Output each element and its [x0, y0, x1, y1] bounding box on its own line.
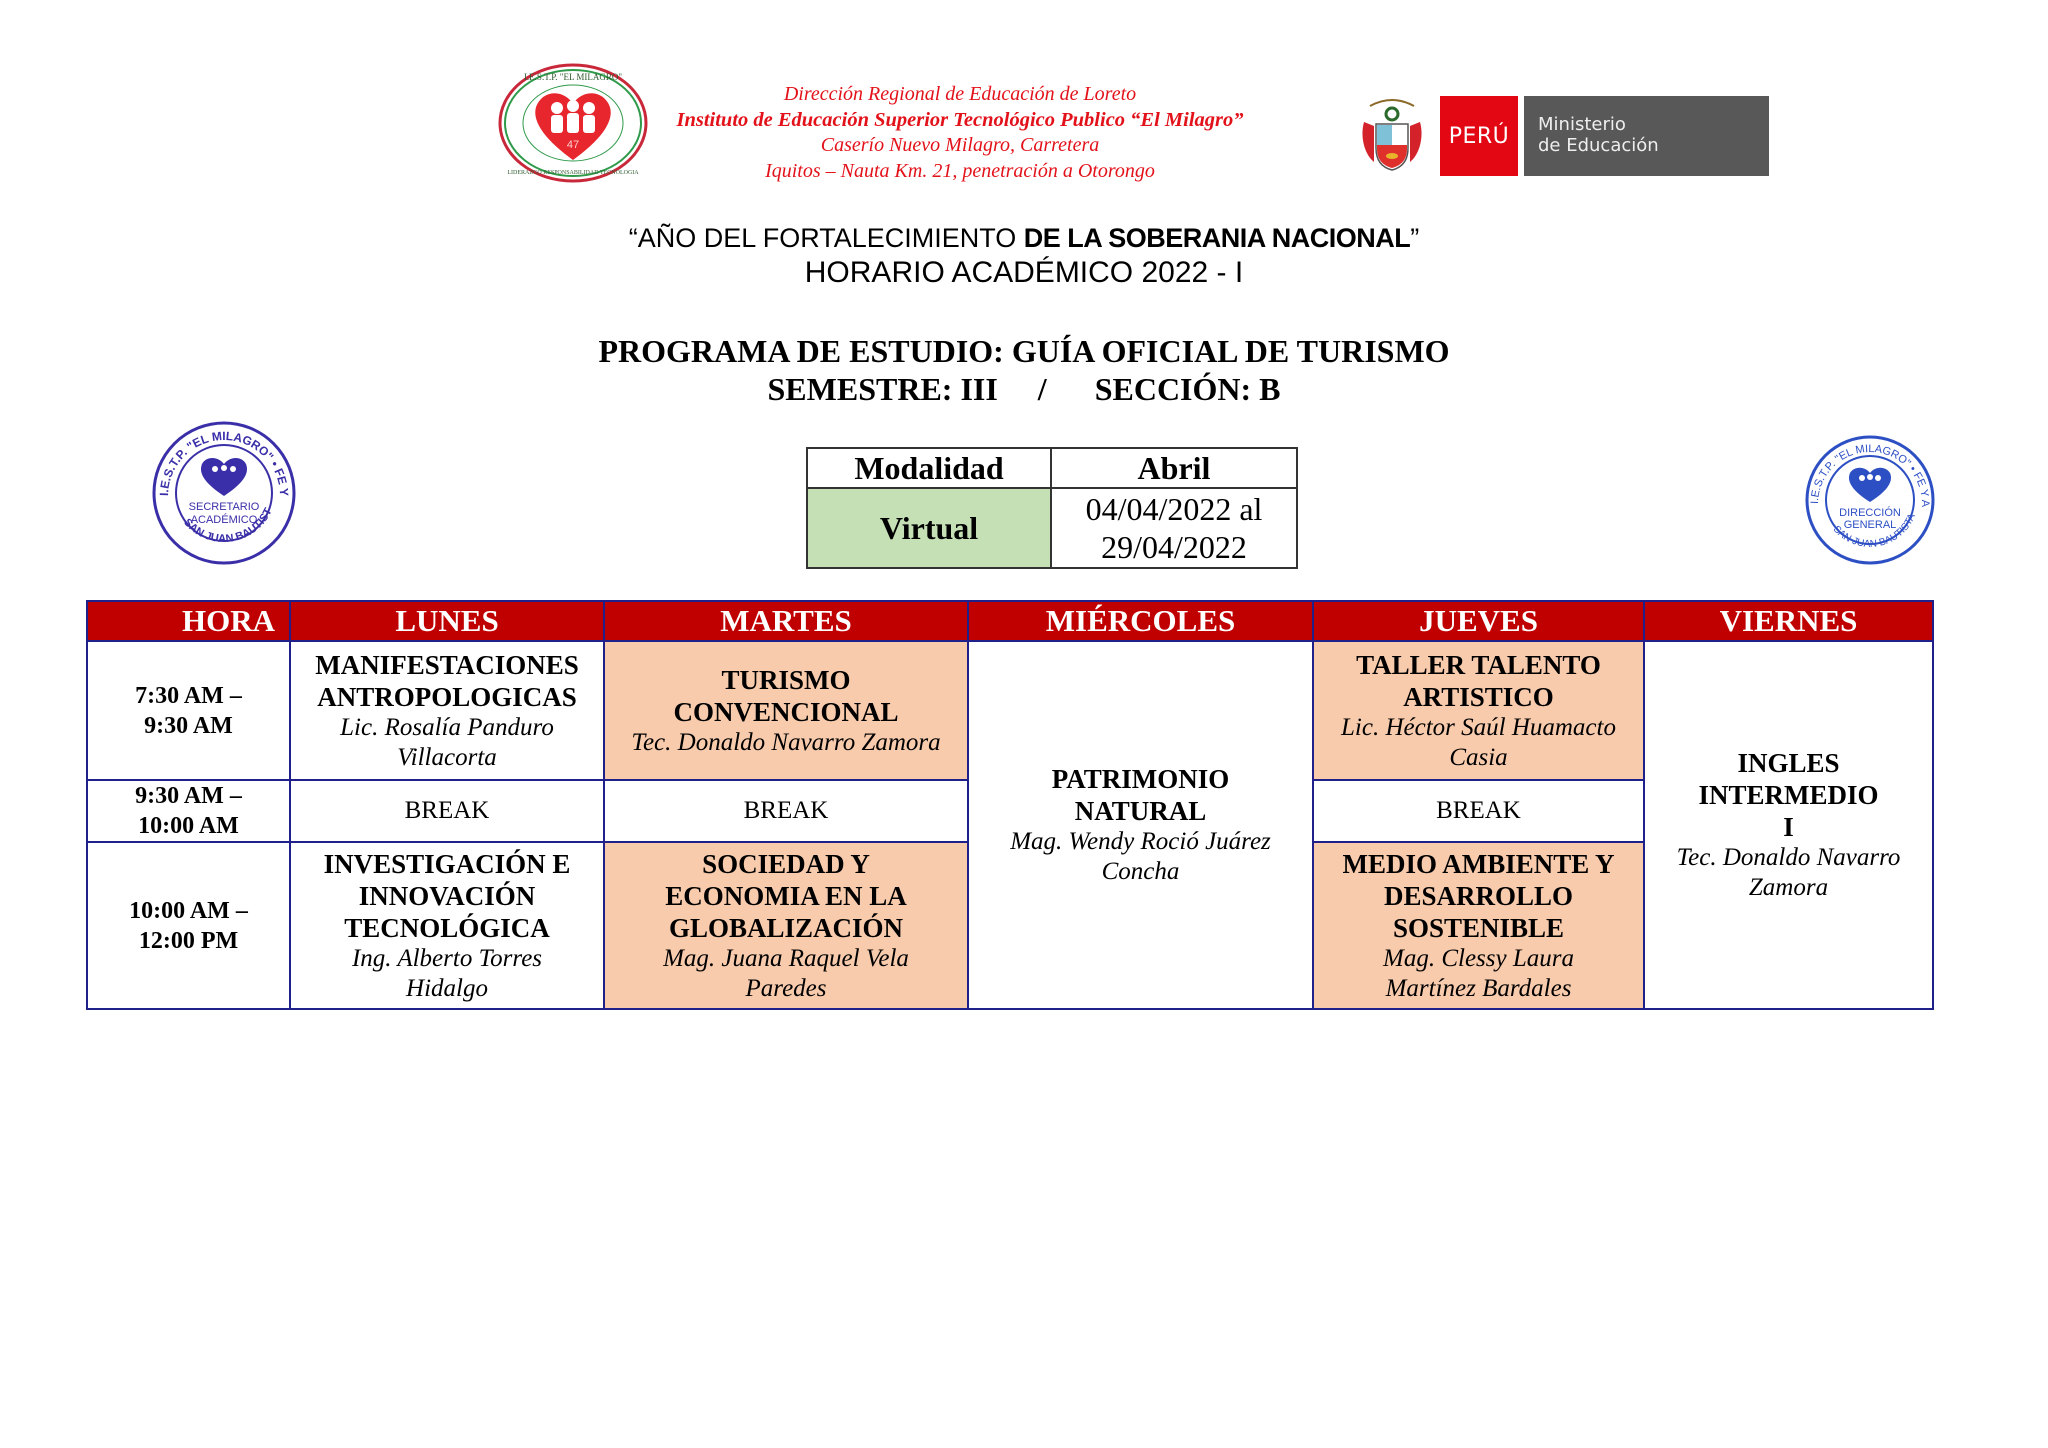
svg-text:I.E.S.T.P. "EL MILAGRO": I.E.S.T.P. "EL MILAGRO"	[523, 72, 623, 82]
course-name: MEDIO AMBIENTE Y DESARROLLO SOSTENIBLE	[1342, 848, 1615, 943]
schedule-table	[86, 600, 1934, 1010]
schedule-header-row	[87, 601, 1933, 641]
month-header: Abril	[1051, 448, 1297, 488]
minedu-ministry-label	[1524, 96, 1769, 176]
teacher-name: Lic. Rosalía Panduro Villacorta	[340, 713, 554, 771]
institute-logo	[497, 62, 649, 184]
motto-close-quote: ”	[1410, 223, 1420, 253]
svg-text:GENERAL: GENERAL	[1843, 519, 1897, 531]
time-start: 7:30 AM –	[135, 682, 242, 709]
institution-header	[650, 82, 1270, 184]
column-header-martes: MARTES	[604, 601, 968, 641]
course-name: INGLES INTERMEDIO	[1698, 748, 1879, 810]
time-end: 9:30 AM	[144, 712, 233, 739]
modality-table	[806, 447, 1298, 569]
time-start: 10:00 AM –	[129, 897, 248, 924]
break-cell-jueves: BREAK	[1313, 780, 1644, 842]
class-cell-jueves	[1313, 641, 1644, 780]
class-cell-lunes	[290, 641, 604, 780]
course-name: PATRIMONIO NATURAL	[1051, 764, 1230, 826]
class-cell-jueves	[1313, 842, 1644, 1009]
course-name: TURISMO CONVENCIONAL	[673, 664, 899, 727]
page-title: HORARIO ACADÉMICO 2022 - I	[804, 256, 1244, 289]
teacher-name: Tec. Donaldo Navarro Zamora	[1676, 844, 1901, 901]
svg-text:47: 47	[566, 139, 580, 151]
column-header-jueves: JUEVES	[1313, 601, 1644, 641]
class-cell-martes	[604, 842, 968, 1009]
motto-open-quote: “	[628, 223, 638, 253]
time-slot	[87, 641, 290, 780]
class-cell-viernes	[1644, 641, 1933, 1009]
svg-text:SECRETARIO: SECRETARIO	[188, 501, 260, 513]
svg-text:SAN JUAN BAUTISTA: SAN JUAN BAUTISTA	[1830, 512, 1918, 550]
teacher-name: Ing. Alberto Torres Hidalgo	[351, 944, 543, 1002]
teacher-name: Tec. Donaldo Navarro Zamora	[631, 728, 941, 756]
course-name: MANIFESTACIONES ANTROPOLOGICAS	[315, 649, 579, 712]
institute-seal-icon	[497, 62, 649, 184]
semester-section: SEMESTRE: III / SECCIÓN: B	[767, 371, 1281, 407]
column-header-hora: HORA	[87, 601, 290, 641]
break-cell-lunes: BREAK	[290, 780, 604, 842]
header-line-regional: Dirección Regional de Educación de Loreto	[783, 83, 1137, 105]
column-header-viernes: VIERNES	[1644, 601, 1933, 641]
course-name: INVESTIGACIÓN E INNOVACIÓN TECNOLÓGICA	[323, 848, 571, 943]
time-slot	[87, 780, 290, 842]
course-name: TALLER TALENTO ARTISTICO	[1356, 649, 1601, 712]
time-end: 10:00 AM	[138, 813, 239, 839]
teacher-name: Mag. Juana Raquel Vela Paredes	[663, 944, 909, 1002]
seal-stamp-icon	[1800, 432, 1940, 568]
motto-regular: AÑO DEL FORTALECIMIENTO	[637, 223, 1024, 253]
svg-text:SAN JUAN BAUTISTA: SAN JUAN BAUTIST	[181, 506, 275, 546]
minedu-logo	[1360, 92, 1780, 178]
svg-text:LIDERAZGO RESPONSABILIDAD TECN: LIDERAZGO RESPONSABILIDAD TECNOLOGIA	[507, 170, 639, 176]
svg-text:ACADÉMICO: ACADÉMICO	[190, 514, 258, 526]
minedu-ministry-line2: de Educación	[1538, 135, 1659, 156]
teacher-name: Mag. Wendy Roció Juárez Concha	[1010, 828, 1271, 885]
teacher-name: Lic. Héctor Saúl Huamacto Casia	[1341, 713, 1616, 771]
class-cell-lunes	[290, 842, 604, 1009]
study-program: PROGRAMA DE ESTUDIO: GUÍA OFICIAL DE TURISMO	[598, 333, 1450, 369]
class-cell-miercoles	[968, 641, 1313, 1009]
seal-stamp-icon	[146, 418, 302, 568]
minedu-peru-label: PERÚ	[1440, 96, 1518, 176]
time-slot	[87, 842, 290, 1009]
stamp-secretario-academico	[146, 418, 302, 568]
header-line-address-1: Caserío Nuevo Milagro, Carretera	[820, 134, 1100, 156]
schedule-row	[87, 641, 1933, 780]
stamp-direccion-general	[1800, 432, 1940, 568]
break-cell-martes: BREAK	[604, 780, 968, 842]
modality-header: Modalidad	[807, 448, 1051, 488]
year-motto	[0, 222, 2048, 254]
header-line-address-2: Iquitos – Nauta Km. 21, penetración a Otorongo	[765, 159, 1155, 182]
course-level: I	[1783, 812, 1794, 842]
peru-coat-of-arms-icon	[1360, 96, 1424, 174]
motto-bold: DE LA SOBERANIA NACIONAL	[1023, 223, 1411, 253]
time-start: 9:30 AM –	[135, 783, 242, 809]
date-range-end: 29/04/2022	[1101, 529, 1247, 565]
date-range-start: 04/04/2022 al	[1085, 491, 1263, 527]
svg-text:I.E.S.T.P. "EL MILAGRO" • FE Y: I.E.S.T.P. "EL MILAGRO" • FE Y	[156, 428, 292, 497]
time-end: 12:00 PM	[138, 927, 239, 954]
header-line-institute: Instituto de Educación Superior Tecnológico Publico “El Milagro”	[676, 108, 1244, 131]
teacher-name: Mag. Clessy Laura Martínez Bardales	[1383, 944, 1574, 1002]
svg-text:DIRECCIÓN: DIRECCIÓN	[1839, 507, 1901, 519]
class-cell-martes	[604, 641, 968, 780]
column-header-miercoles: MIÉRCOLES	[968, 601, 1313, 641]
column-header-lunes: LUNES	[290, 601, 604, 641]
minedu-ministry-line1: Ministerio	[1538, 114, 1626, 135]
modality-value: Virtual	[807, 488, 1051, 568]
course-name: SOCIEDAD Y ECONOMIA EN LA GLOBALIZACIÓN	[665, 848, 907, 943]
date-range	[1051, 488, 1297, 568]
svg-text:I.E.S.T.P. "EL MILAGRO" • FE Y: I.E.S.T.P. "EL MILAGRO" • FE Y A	[1808, 442, 1932, 508]
